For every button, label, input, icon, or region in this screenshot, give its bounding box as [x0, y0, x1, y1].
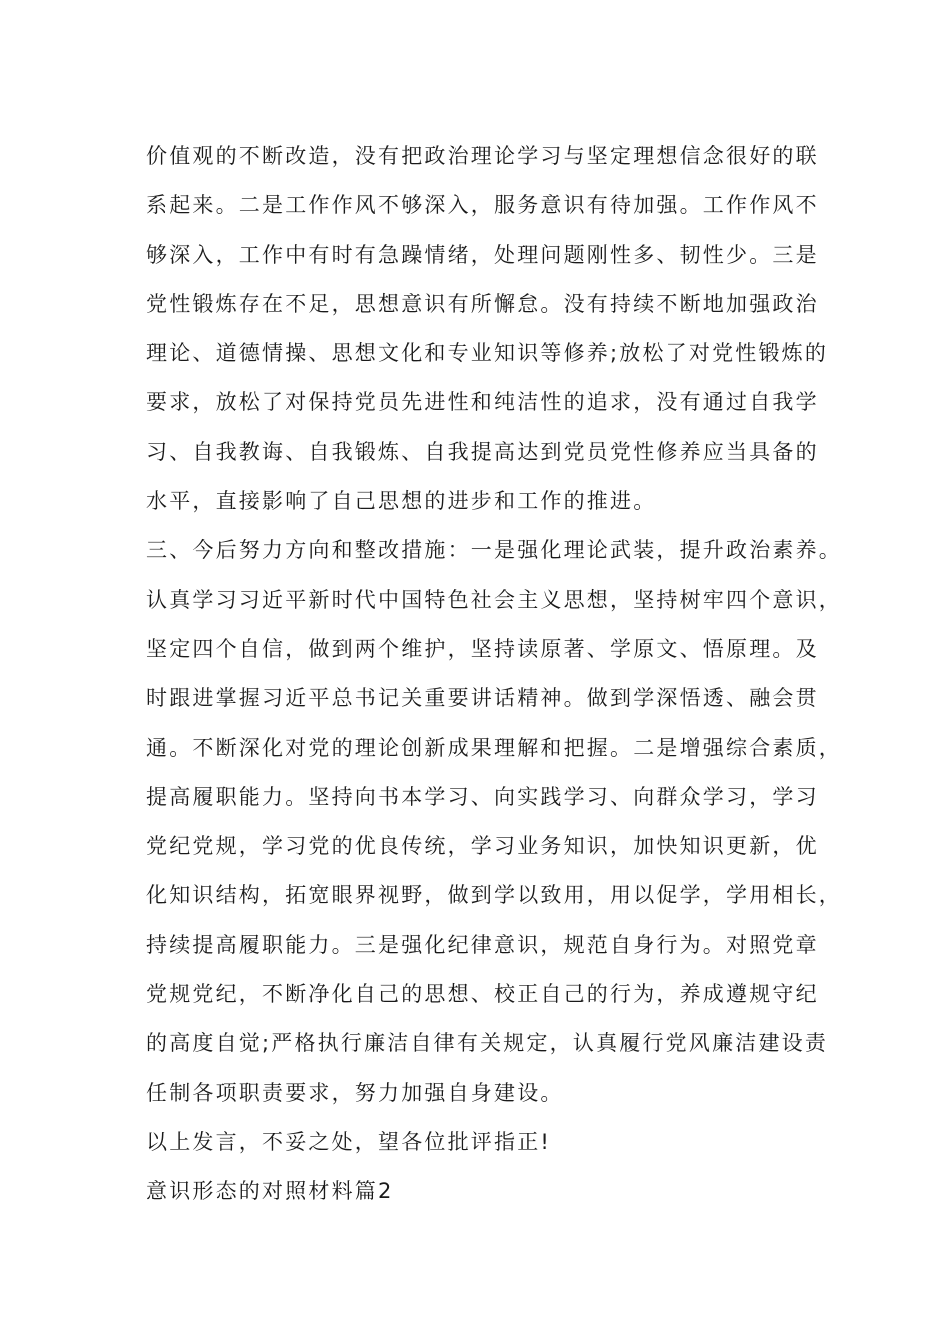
text-line: 以上发言，不妥之处，望各位批评指正!: [146, 1129, 552, 1154]
text-line: 价值观的不断改造，没有把政治理论学习与坚定理想信念很好的联: [146, 144, 819, 168]
text-line: 党规党纪，不断净化自己的思想、校正自己的行为，养成遵规守纪: [146, 982, 819, 1007]
text-line: 持续提高履职能力。三是强化纪律意识，规范自身行为。对照党章: [146, 932, 819, 957]
text-line: 坚定四个自信，做到两个维护，坚持读原著、学原文、悟原理。及: [146, 636, 819, 661]
text-line: 提高履职能力。坚持向书本学习、向实践学习、向群众学习，学习: [146, 784, 819, 809]
text-line: 系起来。二是工作作风不够深入，服务意识有待加强。工作作风不: [146, 193, 819, 218]
text-line: 化知识结构，拓宽眼界视野，做到学以致用，用以促学，学用相长，: [146, 883, 842, 908]
text-line: 党性锻炼存在不足，思想意识有所懈怠。没有持续不断地加强政治: [146, 291, 819, 316]
text-line: 时跟进掌握习近平总书记关重要讲话精神。做到学深悟透、融会贯: [146, 686, 819, 711]
text-line: 水平，直接影响了自己思想的进步和工作的推进。: [146, 489, 657, 514]
text-line: 理论、道德情操、思想文化和专业知识等修养;放松了对党性锻炼的: [146, 341, 829, 366]
text-line: 任制各项职责要求，努力加强自身建设。: [146, 1080, 564, 1105]
document-body: [146, 132, 842, 1217]
text-line: 三、今后努力方向和整改措施：一是强化理论武装，提升政治素养。: [146, 538, 842, 563]
text-line: 党纪党规，学习党的优良传统，学习业务知识，加快知识更新，优: [146, 834, 819, 859]
text-line: 习、自我教诲、自我锻炼、自我提高达到党员党性修养应当具备的: [146, 439, 819, 464]
text-line: 要求，放松了对保持党员先进性和纯洁性的追求，没有通过自我学: [146, 390, 819, 415]
text-line: 的高度自觉;严格执行廉洁自律有关规定，认真履行党风廉洁建设责: [146, 1031, 829, 1056]
text-line: 够深入，工作中有时有急躁情绪，处理问题刚性多、韧性少。三是: [146, 242, 819, 267]
text-line: 通。不断深化对党的理论创新成果理解和把握。二是增强综合素质，: [146, 735, 842, 760]
text-line: 认真学习习近平新时代中国特色社会主义思想，坚持树牢四个意识，: [146, 587, 842, 612]
section-heading: 意识形态的对照材料篇2: [146, 1179, 394, 1204]
